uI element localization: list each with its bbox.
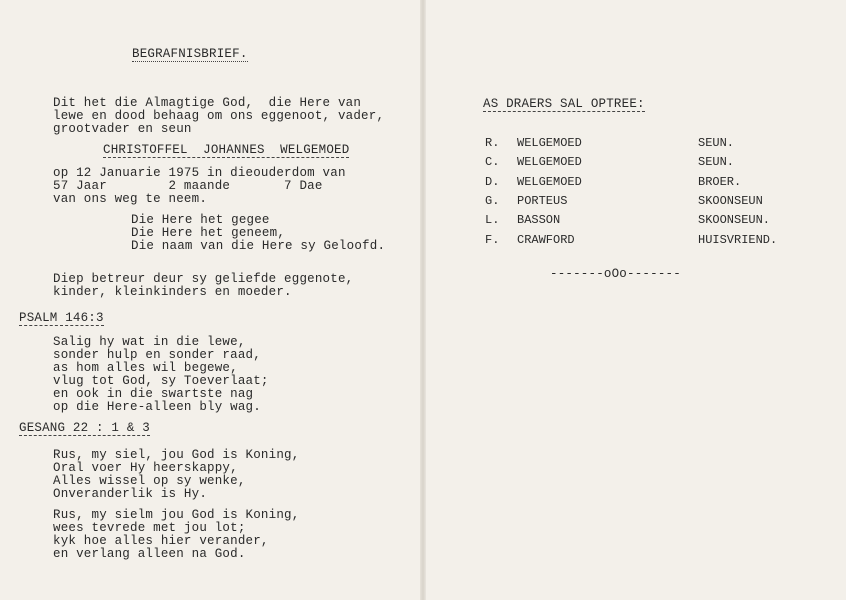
bearer-initial: F. xyxy=(485,233,500,247)
gesang-heading: GESANG 22 : 1 & 3 xyxy=(19,421,150,435)
psalm-line-3: as hom alles wil begewe, xyxy=(53,361,238,375)
psalm-line-1: Salig hy wat in die lewe, xyxy=(53,335,246,349)
verse-line-3: Die naam van die Here sy Geloofd. xyxy=(131,239,386,253)
bearer-name: WELGEMOED xyxy=(517,136,582,150)
gesang-s2-line-2: wees tevrede met jou lot; xyxy=(53,521,246,535)
gesang-s1-line-1: Rus, my siel, jou God is Koning, xyxy=(53,448,300,462)
verse-line-1: Die Here het gegee xyxy=(131,213,270,227)
psalm-line-4: vlug tot God, sy Toeverlaat; xyxy=(53,374,269,388)
bearer-relation: SKOONSEUN. xyxy=(698,213,771,227)
death-line-1: op 12 Januarie 1975 in dieouderdom van xyxy=(53,166,346,180)
psalm-line-5: en ook in die swartste nag xyxy=(53,387,254,401)
bearer-initial: C. xyxy=(485,155,500,169)
letter-title: BEGRAFNISBRIEF. xyxy=(132,47,248,61)
page-fold xyxy=(420,0,426,600)
gesang-s2-line-3: kyk hoe alles hier verander, xyxy=(53,534,269,548)
bearer-initial: G. xyxy=(485,194,500,208)
bearer-initial: R. xyxy=(485,136,500,150)
bearer-initial: L. xyxy=(485,213,500,227)
verse-line-2: Die Here het geneem, xyxy=(131,226,286,240)
closing-ornament: -------oOo------- xyxy=(550,267,681,281)
bearer-relation: HUISVRIEND. xyxy=(698,233,778,247)
gesang-s1-line-4: Onveranderlik is Hy. xyxy=(53,487,208,501)
gesang-s2-line-1: Rus, my sielm jou God is Koning, xyxy=(53,508,300,522)
gesang-s2-line-4: en verlang alleen na God. xyxy=(53,547,246,561)
bearers-heading: AS DRAERS SAL OPTREE: xyxy=(483,97,645,111)
death-line-2: 57 Jaar 2 maande 7 Dae xyxy=(53,179,323,193)
bearer-name: CRAWFORD xyxy=(517,233,575,247)
psalm-line-6: op die Here-alleen bly wag. xyxy=(53,400,261,414)
bearer-relation: SEUN. xyxy=(698,155,735,169)
mourners-line-1: Diep betreur deur sy geliefde eggenote, xyxy=(53,272,354,286)
deceased-name: CHRISTOFFEL JOHANNES WELGEMOED xyxy=(103,143,350,157)
intro-line-2: lewe en dood behaag om ons eggenoot, vader, xyxy=(53,109,385,123)
intro-line-3: grootvader en seun xyxy=(53,122,192,136)
bearer-relation: SKOONSEUN xyxy=(698,194,763,208)
bearer-name: WELGEMOED xyxy=(517,155,582,169)
bearer-name: PORTEUS xyxy=(517,194,568,208)
bearer-name: BASSON xyxy=(517,213,561,227)
bearer-relation: BROER. xyxy=(698,175,742,189)
mourners-line-2: kinder, kleinkinders en moeder. xyxy=(53,285,292,299)
bearer-initial: D. xyxy=(485,175,500,189)
gesang-s1-line-3: Alles wissel op sy wenke, xyxy=(53,474,246,488)
intro-line-1: Dit het die Almagtige God, die Here van xyxy=(53,96,362,110)
bearer-name: WELGEMOED xyxy=(517,175,582,189)
bearer-relation: SEUN. xyxy=(698,136,735,150)
death-line-3: van ons weg te neem. xyxy=(53,192,208,206)
gesang-s1-line-2: Oral voer Hy heerskappy, xyxy=(53,461,238,475)
psalm-line-2: sonder hulp en sonder raad, xyxy=(53,348,261,362)
psalm-heading: PSALM 146:3 xyxy=(19,311,104,325)
